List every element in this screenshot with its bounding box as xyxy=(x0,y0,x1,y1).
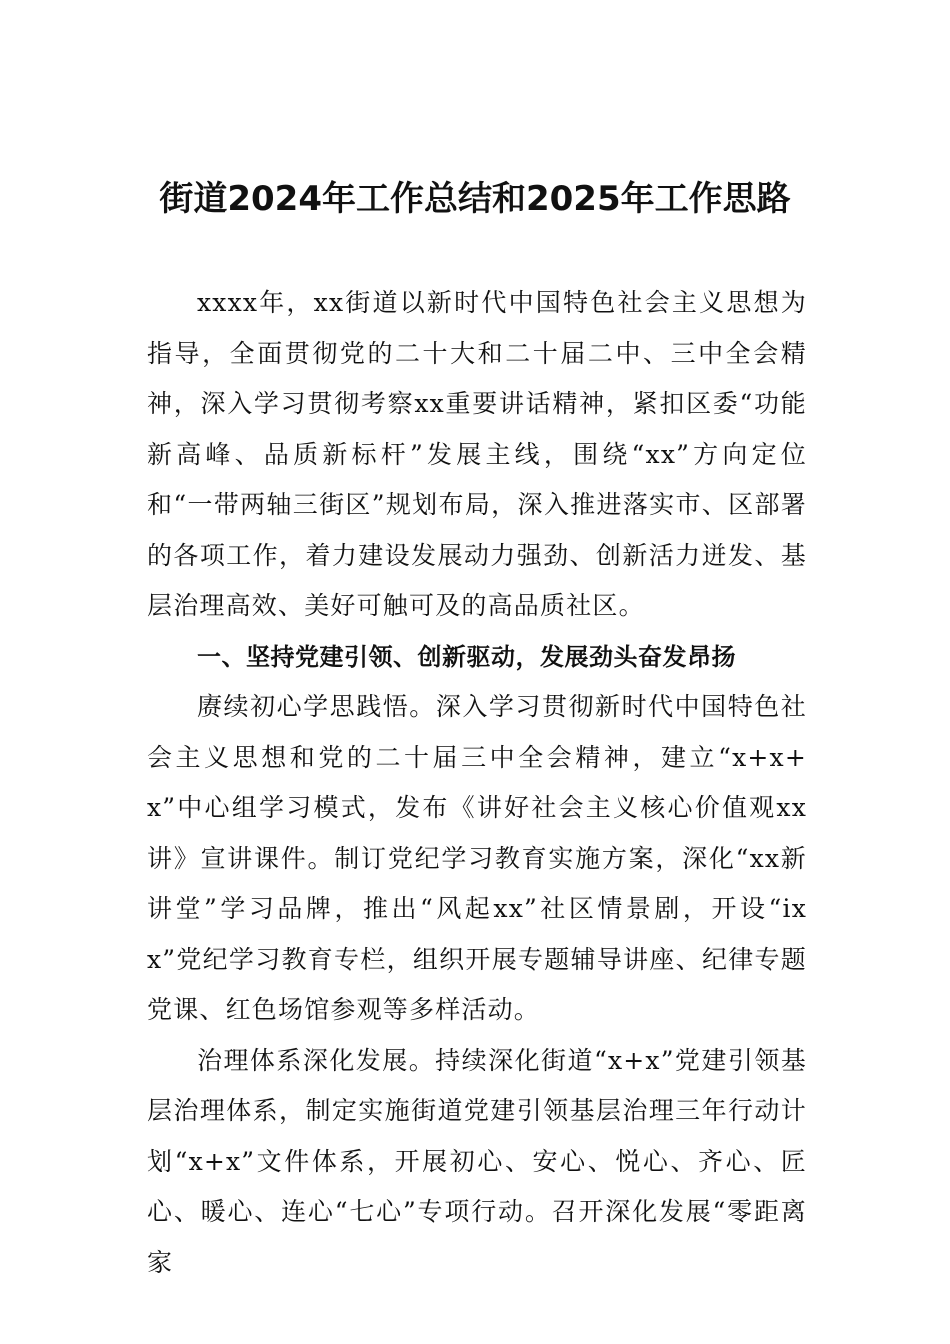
paragraph-study-practice: 赓续初心学思践悟。深入学习贯彻新时代中国特色社会主义思想和党的二十届三中全会精神，建立“x+x+x”中心组学习模式，发布《讲好社会主义核心价值观xx讲》宣讲课件。制订党纪学习教育实施方案，深化“xx新讲堂”学习品牌，推出“风起xx”社区情景剧，开设“ixx”党纪学习教育专栏，组织开展专题辅导讲座、纪律专题党课、红色场馆参观等多样活动。 xyxy=(147,692,807,1024)
document-title: 街道2024年工作总结和2025年工作思路 xyxy=(159,179,791,219)
paragraph-governance-system: 治理体系深化发展。持续深化街道“x+x”党建引领基层治理体系，制定实施街道党建引领基层治理三年行动计划“x+x”文件体系，开展初心、安心、悦心、齐心、匠心、暖心、连心“七心”专项行动。召开深化发展“零距离家 xyxy=(147,1045,807,1277)
document-body xyxy=(147,278,807,1288)
intro-paragraph: xxxx年，xx街道以新时代中国特色社会主义思想为指导，全面贯彻党的二十大和二十届二中、三中全会精神，深入学习贯彻考察xx重要讲话精神，紧扣区委“功能新高峰、品质新标杆”发展主线，围绕“xx”方向定位和“一带两轴三街区”规划布局，深入推进落实市、区部署的各项工作，着力建设发展动力强劲、创新活力迸发、基层治理高效、美好可触可及的高品质社区。 xyxy=(147,288,807,620)
section-heading-1: 一、坚持党建引领、创新驱动，发展劲头奋发昂扬 xyxy=(197,642,736,671)
